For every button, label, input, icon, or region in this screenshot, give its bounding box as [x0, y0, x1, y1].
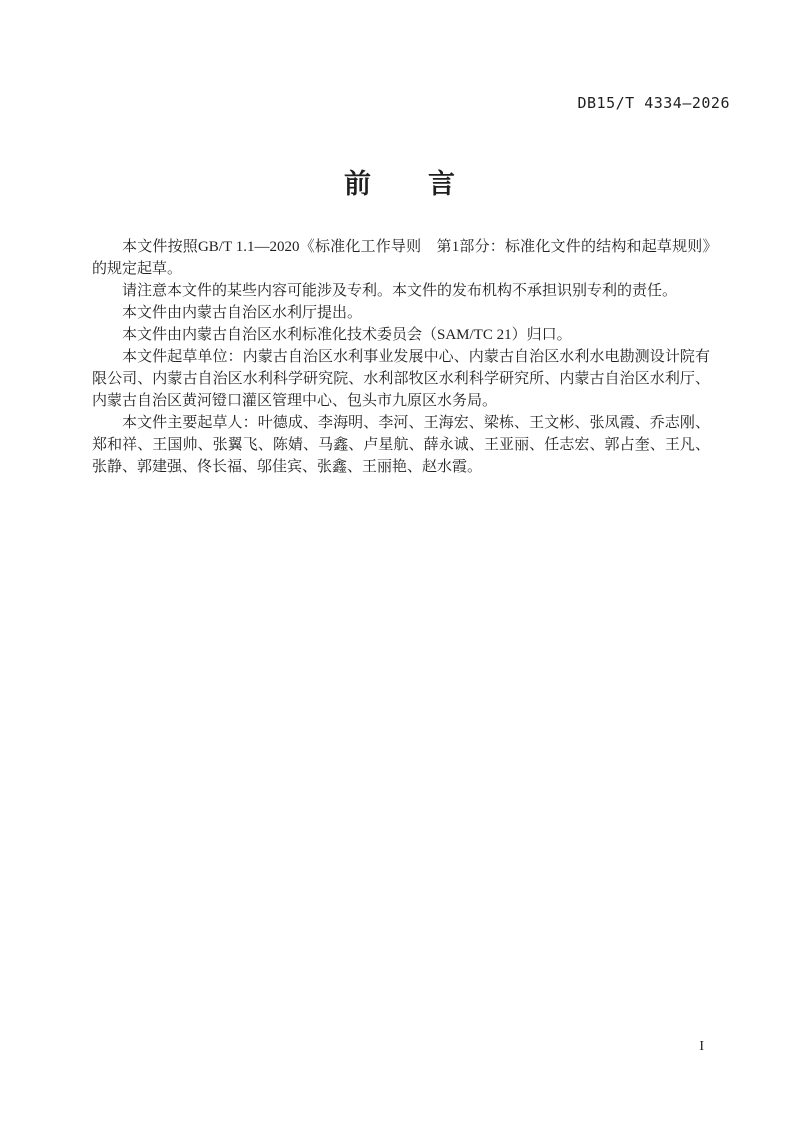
para-patent-notice: 请注意本文件的某些内容可能涉及专利。本文件的发布机构不承担识别专利的责任。: [122, 283, 678, 299]
para-proposer: 本文件由内蒙古自治区水利厅提出。: [122, 305, 363, 321]
page-number: I: [699, 1039, 704, 1054]
para-drafters: 本文件主要起草人：叶德成、李海明、李河、王海宏、梁栋、王文彬、张凤霞、乔志刚、郑和祥、王国帅、张翼飞、陈婧、马鑫、卢星航、薛永诚、王亚丽、任志宏、郭占奎、王凡、张静、郭建强、佟长福、邬佳宾、张鑫、王丽艳、赵水霞。: [92, 415, 710, 475]
para-drafting-units: 本文件起草单位：内蒙古自治区水利事业发展中心、内蒙古自治区水利水电勘测设计院有限公司、内蒙古自治区水利科学研究院、水利部牧区水利科学研究所、内蒙古自治区水利厅、内蒙古自治区黄河镫口灌区管理中心、包头市九原区水务局。: [92, 349, 710, 409]
foreword-body: [92, 236, 710, 478]
document-code: DB15/T 4334—2026: [577, 94, 730, 112]
para-centralized-committee: 本文件由内蒙古自治区水利标准化技术委员会（SAM/TC 21）归口。: [122, 327, 572, 343]
foreword-title: 前 言: [344, 169, 456, 199]
para-drafting-basis: 本文件按照GB/T 1.1—2020《标准化工作导则 第1部分：标准化文件的结构和起草规则》的规定起草。: [92, 239, 710, 277]
